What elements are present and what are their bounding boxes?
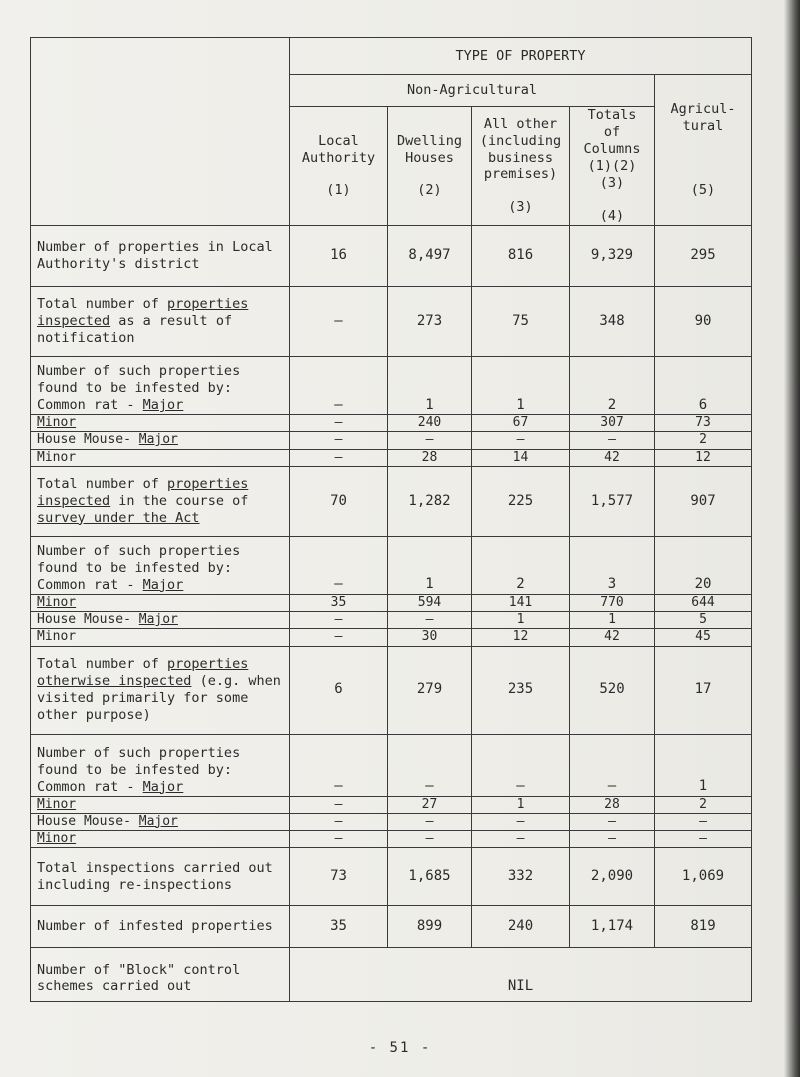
col-dwelling-houses-header [388, 107, 472, 226]
row-label [31, 594, 290, 611]
col-label: Agricul- tural [670, 100, 736, 134]
table-cell: 1 [570, 612, 655, 629]
row-label: Number of infested properties [31, 906, 290, 948]
table-cell: 770 [570, 594, 655, 611]
table-cell: 73 [655, 415, 752, 432]
label-part: Common rat - [37, 778, 143, 795]
row-label: Number of properties in Local Authority's district [31, 226, 290, 287]
label-underlined: Minor [37, 415, 77, 430]
table-cell: 5 [655, 612, 752, 629]
table-cell: 30 [388, 629, 472, 646]
col-all-other-header [472, 107, 570, 226]
label-underlined: Major [138, 432, 178, 448]
table-cell: 225 [472, 466, 570, 536]
label-underlined: Minor [37, 831, 77, 846]
label-part: House Mouse- [37, 432, 139, 448]
table-cell: 45 [655, 629, 752, 646]
table-cell: 594 [388, 594, 472, 611]
table-cell: 520 [570, 646, 655, 734]
table-cell: – [290, 536, 388, 594]
table-cell: 1,282 [388, 466, 472, 536]
table-cell: – [388, 831, 472, 848]
table-cell: 240 [388, 415, 472, 432]
table-cell: 67 [472, 415, 570, 432]
table-cell: – [388, 813, 472, 830]
col-number: (1) [326, 182, 351, 199]
table-row [31, 848, 752, 906]
label-part: Total number of [37, 475, 168, 492]
table-row [31, 612, 752, 629]
table-cell: 28 [388, 449, 472, 466]
table-cell: 8,497 [388, 226, 472, 287]
label-part: (e.g. when visited primarily for some other purpose) [37, 673, 281, 723]
table-cell: 70 [290, 466, 388, 536]
table-cell: 819 [655, 906, 752, 948]
label-part: Common rat - [37, 397, 143, 414]
table-row [31, 831, 752, 848]
label-part: in the course of [110, 492, 249, 509]
col-number: (5) [690, 182, 716, 199]
table-cell: 279 [388, 646, 472, 734]
label-part: Number of such properties found to be infested by: [37, 543, 241, 576]
table-cell: 9,329 [570, 226, 655, 287]
label-part: as a result of notification [37, 313, 233, 346]
table-cell: 27 [388, 796, 472, 813]
table-row [31, 629, 752, 646]
table-cell: – [570, 813, 655, 830]
table-cell: – [388, 612, 472, 629]
row-label: Total inspections carried out including re-inspections [31, 848, 290, 906]
table-row [31, 226, 752, 287]
label-underlined: Major [138, 813, 178, 829]
col-label: Totals of Columns (1)(2)(3) [583, 107, 641, 191]
table-cell: 90 [655, 287, 752, 357]
table-cell: 42 [570, 449, 655, 466]
table-cell: 1,174 [570, 906, 655, 948]
table-cell: 1 [388, 357, 472, 415]
table-cell: – [290, 831, 388, 848]
table-cell: 35 [290, 906, 388, 948]
table-cell: – [290, 287, 388, 357]
table-cell: 2 [472, 536, 570, 594]
col-totals-header [570, 107, 655, 226]
label-underlined: Major [142, 576, 184, 593]
row-label [31, 646, 290, 734]
table-cell: 6 [655, 357, 752, 415]
col-label: All other (including business premises) [479, 115, 562, 183]
nil-cell: NIL [290, 948, 752, 1002]
table-cell: 35 [290, 594, 388, 611]
table-cell: – [290, 357, 388, 415]
table-row [31, 906, 752, 948]
table-cell: 42 [570, 629, 655, 646]
table-row [31, 466, 752, 536]
table-cell: 2 [655, 796, 752, 813]
table-cell: 644 [655, 594, 752, 611]
row-label [31, 796, 290, 813]
table-cell: 1,069 [655, 848, 752, 906]
label-underlined: Major [138, 612, 178, 627]
table-cell: 235 [472, 646, 570, 734]
page-number: - 51 - [368, 1040, 432, 1056]
col-number: (2) [417, 182, 442, 199]
table-cell: – [290, 734, 388, 796]
col-number: (4) [599, 207, 625, 224]
table-cell: 2 [655, 432, 752, 449]
row-label [31, 415, 290, 432]
label-underlined: inspected [37, 492, 111, 509]
table-cell: 20 [655, 536, 752, 594]
table-cell: 295 [655, 226, 752, 287]
table-cell: 2,090 [570, 848, 655, 906]
property-table [30, 37, 752, 1002]
label-part: Total number of [37, 656, 168, 673]
table-cell: – [570, 831, 655, 848]
row-label [31, 831, 290, 848]
table-row [31, 813, 752, 830]
label-underlined: otherwise inspected [37, 673, 192, 690]
table-cell: 816 [472, 226, 570, 287]
table-cell: 2 [570, 357, 655, 415]
row-label [31, 536, 290, 594]
table-cell: 12 [655, 449, 752, 466]
row-label [31, 466, 290, 536]
table-row [31, 948, 752, 1002]
table-cell: – [388, 734, 472, 796]
table-cell: – [290, 813, 388, 830]
table-cell: 75 [472, 287, 570, 357]
table-cell: – [290, 449, 388, 466]
row-label [31, 734, 290, 796]
table-cell: 1 [655, 734, 752, 796]
table-cell: – [290, 629, 388, 646]
table-row [31, 415, 752, 432]
label-underlined: Major [142, 778, 184, 795]
label-part: Common rat - [37, 576, 143, 593]
col-agricultural-header [655, 75, 752, 226]
table-row [31, 646, 752, 734]
table-cell: 1 [472, 612, 570, 629]
table-cell: 6 [290, 646, 388, 734]
label-underlined: inspected [37, 313, 111, 330]
table-cell: – [655, 813, 752, 830]
table-row [31, 357, 752, 415]
table-cell: 348 [570, 287, 655, 357]
label-part: Total number of [37, 296, 168, 313]
label-underlined: properties [167, 475, 249, 492]
table-row [31, 432, 752, 449]
table-row [31, 449, 752, 466]
label-underlined: survey under the Act [37, 509, 200, 526]
table-cell: 28 [570, 796, 655, 813]
row-label [31, 612, 290, 629]
table-cell: 1 [388, 536, 472, 594]
table-cell: 307 [570, 415, 655, 432]
table-cell: 273 [388, 287, 472, 357]
table-cell: – [570, 432, 655, 449]
non-agricultural-header: Non-Agricultural [290, 75, 655, 107]
table-cell: – [472, 831, 570, 848]
table-cell: 1,577 [570, 466, 655, 536]
table-cell: 73 [290, 848, 388, 906]
col-number: (3) [508, 199, 533, 216]
table-cell: 141 [472, 594, 570, 611]
table-cell: – [388, 432, 472, 449]
label-underlined: properties [167, 656, 249, 673]
table-row [31, 536, 752, 594]
table-cell: 332 [472, 848, 570, 906]
label-underlined: Minor [37, 594, 77, 610]
table-cell: – [655, 831, 752, 848]
label-part: Number of such properties found to be infested by: [37, 363, 241, 397]
table-cell: – [290, 415, 388, 432]
table-row [31, 287, 752, 357]
table-cell: – [570, 734, 655, 796]
table-row [31, 796, 752, 813]
table-cell: 899 [388, 906, 472, 948]
label-part: Number of such properties found to be infested by: [37, 744, 241, 778]
type-of-property-header: TYPE OF PROPERTY [290, 38, 752, 75]
table-cell: 1,685 [388, 848, 472, 906]
table-cell: 14 [472, 449, 570, 466]
row-label [31, 357, 290, 415]
row-label: Minor [31, 629, 290, 646]
table-cell: 16 [290, 226, 388, 287]
label-underlined: Minor [37, 796, 77, 812]
row-label: Number of "Block" control schemes carried out [31, 948, 290, 1002]
table-cell: 240 [472, 906, 570, 948]
table-cell: – [472, 734, 570, 796]
table-cell: – [472, 432, 570, 449]
table-row [31, 734, 752, 796]
label-part: House Mouse- [37, 612, 139, 627]
table-row [31, 594, 752, 611]
col-label: Local Authority [301, 132, 376, 166]
table-cell: 17 [655, 646, 752, 734]
table-cell: 1 [472, 796, 570, 813]
label-part: House Mouse- [37, 813, 139, 829]
col-label: Dwelling Houses [396, 132, 463, 166]
label-underlined: properties [167, 296, 249, 313]
corner-cell [31, 38, 290, 226]
row-label [31, 432, 290, 449]
col-local-authority-header [290, 107, 388, 226]
table-cell: 1 [472, 357, 570, 415]
row-label: Minor [31, 449, 290, 466]
table-cell: 3 [570, 536, 655, 594]
table-cell: 12 [472, 629, 570, 646]
table-cell: – [290, 612, 388, 629]
table-cell: 907 [655, 466, 752, 536]
scan-edge [784, 0, 800, 1077]
row-label [31, 287, 290, 357]
table-cell: – [472, 813, 570, 830]
table-cell: – [290, 796, 388, 813]
label-underlined: Major [142, 397, 184, 414]
table-cell: – [290, 432, 388, 449]
row-label [31, 813, 290, 830]
